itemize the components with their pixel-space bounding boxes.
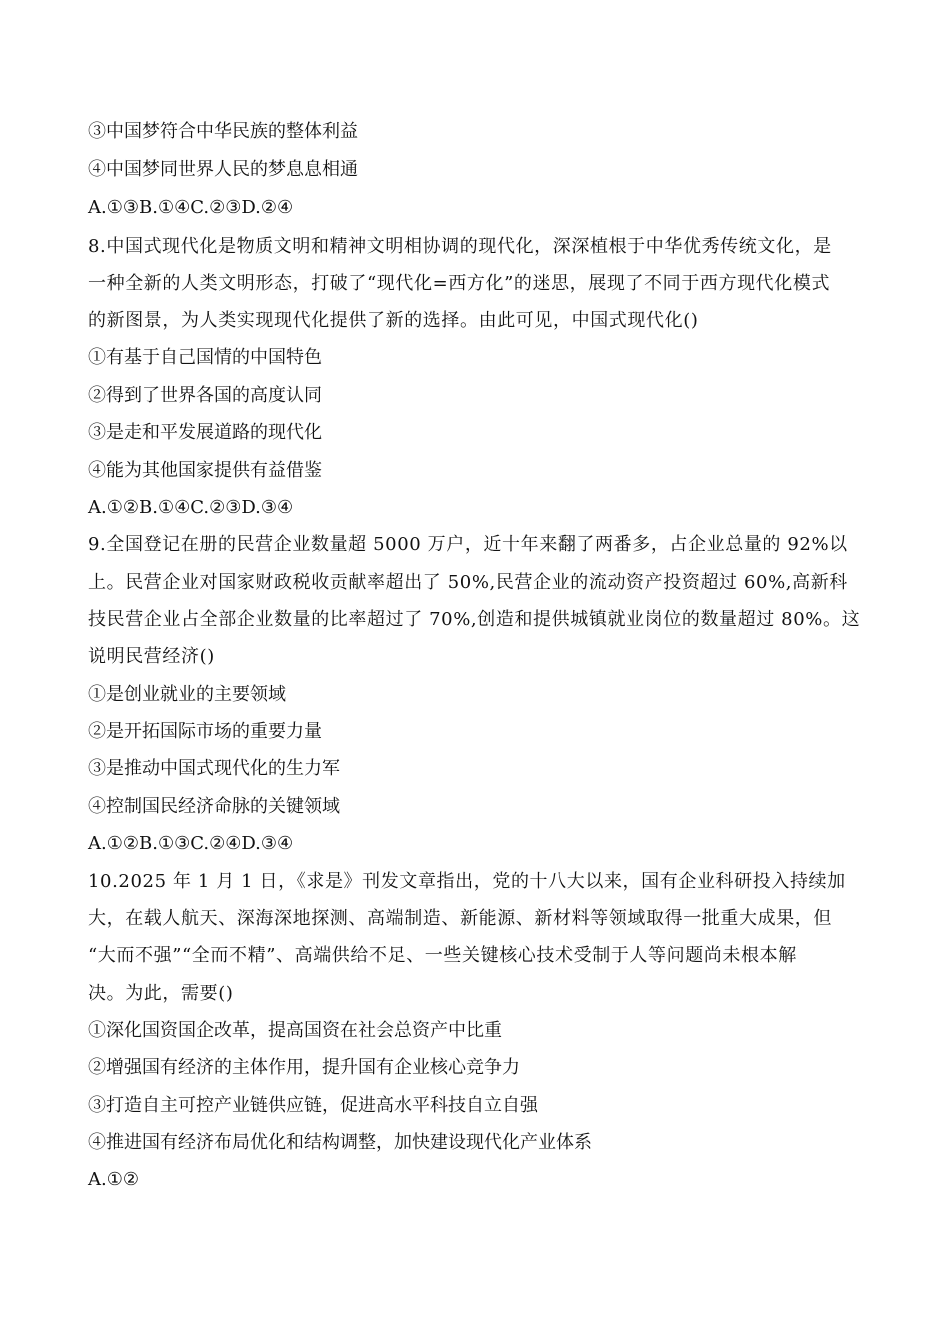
q9-option-3: ③是推动中国式现代化的生力军 bbox=[88, 758, 340, 779]
q8-stem-line-2: 一种全新的人类文明形态，打破了“现代化=西方化”的迷思，展现了不同于西方现代化模式 bbox=[88, 273, 831, 294]
q9-option-1: ①是创业就业的主要领域 bbox=[88, 684, 286, 705]
q9-option-4: ④控制国民经济命脉的关键领域 bbox=[88, 796, 340, 817]
q9-answer-choices: A.①②B.①③C.②④D.③④ bbox=[88, 833, 294, 854]
q9-stem-line-1: 9.全国登记在册的民营企业数量超 5000 万户，近十年来翻了两番多，占企业总量的 92%以 bbox=[88, 534, 848, 555]
q7-answer-choices: A.①③B.①④C.②③D.②④ bbox=[88, 197, 294, 218]
q10-option-1: ①深化国资国企改革，提高国资在社会总资产中比重 bbox=[88, 1020, 502, 1041]
q9-stem-line-2: 上。民营企业对国家财政税收贡献率超出了 50%,民营企业的流动资产投资超过 60%,高新科 bbox=[88, 572, 848, 593]
q8-stem-line-3: 的新图景，为人类实现现代化提供了新的选择。由此可见，中国式现代化() bbox=[88, 310, 699, 331]
q10-stem-line-2: 大，在载人航天、深海深地探测、高端制造、新能源、新材料等领域取得一批重大成果，但 bbox=[88, 908, 832, 929]
q10-answer-choices: A.①② bbox=[88, 1169, 139, 1190]
q10-option-2: ②增强国有经济的主体作用，提升国有企业核心竞争力 bbox=[88, 1057, 520, 1078]
q8-option-2: ②得到了世界各国的高度认同 bbox=[88, 385, 322, 406]
q9-option-2: ②是开拓国际市场的重要力量 bbox=[88, 721, 322, 742]
q10-stem-line-3: “大而不强”“全而不精”、高端供给不足、一些关键核心技术受制于人等问题尚未根本解 bbox=[88, 945, 797, 966]
q7-option-4: ④中国梦同世界人民的梦息息相通 bbox=[88, 159, 358, 180]
q8-option-3: ③是走和平发展道路的现代化 bbox=[88, 422, 322, 443]
q8-stem-line-1: 8.中国式现代化是物质文明和精神文明相协调的现代化，深深植根于中华优秀传统文化，是 bbox=[88, 236, 832, 257]
q9-stem-line-3: 技民营企业占全部企业数量的比率超过了 70%,创造和提供城镇就业岗位的数量超过 80%。这 bbox=[88, 609, 861, 630]
q8-answer-choices: A.①②B.①④C.②③D.③④ bbox=[88, 497, 294, 518]
q8-option-4: ④能为其他国家提供有益借鉴 bbox=[88, 460, 322, 481]
q8-option-1: ①有基于自己国情的中国特色 bbox=[88, 347, 322, 368]
q9-stem-line-4: 说明民营经济() bbox=[88, 646, 215, 667]
q7-option-3: ③中国梦符合中华民族的整体利益 bbox=[88, 121, 358, 142]
q10-option-3: ③打造自主可控产业链供应链，促进高水平科技自立自强 bbox=[88, 1095, 538, 1116]
q10-stem-line-4: 决。为此，需要() bbox=[88, 983, 234, 1004]
q10-stem-line-1: 10.2025 年 1 月 1 日，《求是》刊发文章指出，党的十八大以来，国有企业科研投入持续加 bbox=[88, 871, 846, 892]
q10-option-4: ④推进国有经济布局优化和结构调整，加快建设现代化产业体系 bbox=[88, 1132, 592, 1153]
